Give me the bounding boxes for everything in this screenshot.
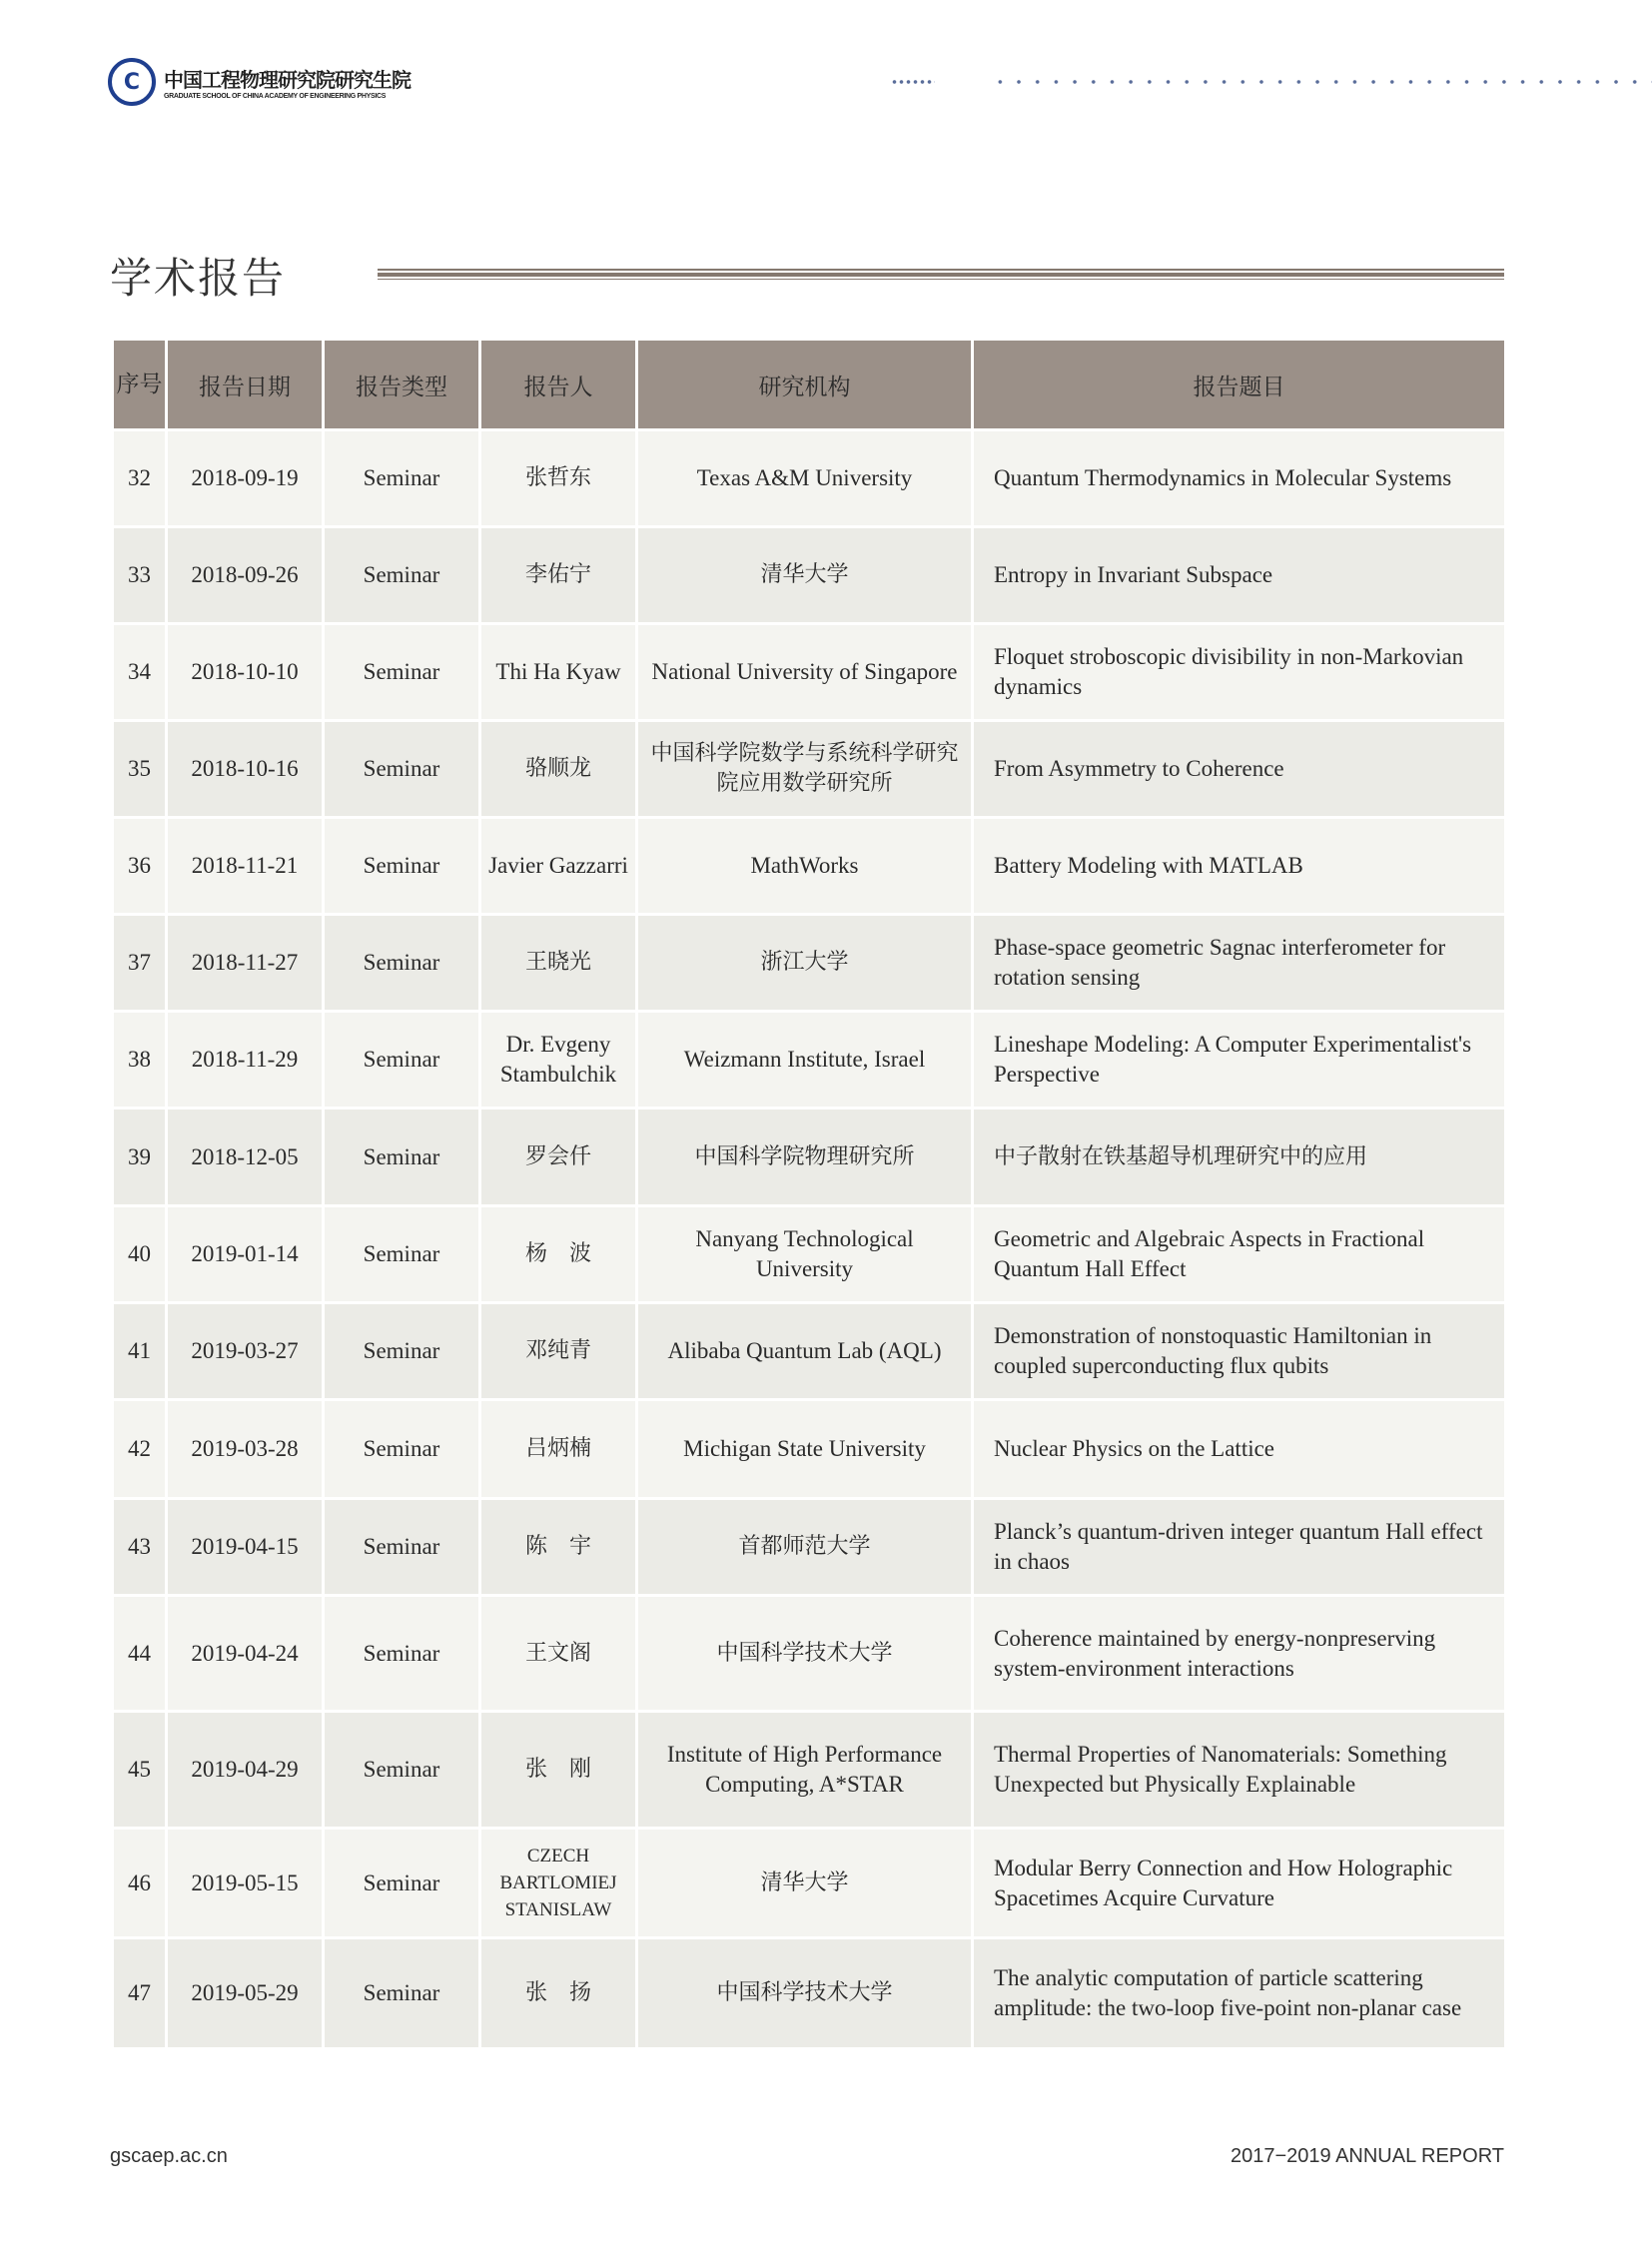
topic-cell: Thermal Properties of Nanomaterials: Something Unexpected but Physically Explainable <box>973 1712 1506 1829</box>
type-cell: Seminar <box>324 1938 480 2049</box>
footer-website: gscaep.ac.cn <box>110 2145 228 2167</box>
institution-cell: Texas A&M University <box>637 430 973 527</box>
type-cell: Seminar <box>324 1109 480 1206</box>
seq-cell: 36 <box>113 818 167 915</box>
seq-cell: 44 <box>113 1596 167 1712</box>
speaker-cell: 邓纯青 <box>480 1303 637 1400</box>
date-cell: 2019-05-15 <box>167 1829 324 1938</box>
type-cell: Seminar <box>324 1400 480 1499</box>
speaker-cell: 骆顺龙 <box>480 721 637 818</box>
speaker-cell: 张 刚 <box>480 1712 637 1829</box>
seq-cell: 32 <box>113 430 167 527</box>
topic-cell: Demonstration of nonstoquastic Hamiltonian in coupled superconducting flux qubits <box>973 1303 1506 1400</box>
topic-cell: Quantum Thermodynamics in Molecular Systems <box>973 430 1506 527</box>
type-cell: Seminar <box>324 915 480 1012</box>
table-row <box>113 527 1506 624</box>
institution-cell: Weizmann Institute, Israel <box>637 1012 973 1109</box>
date-cell: 2018-10-10 <box>167 624 324 721</box>
table-row <box>113 818 1506 915</box>
title-rule-top <box>378 269 1504 271</box>
seq-cell: 35 <box>113 721 167 818</box>
topic-cell: 中子散射在铁基超导机理研究中的应用 <box>973 1109 1506 1206</box>
table-row <box>113 1303 1506 1400</box>
speaker-cell: 张哲东 <box>480 430 637 527</box>
speaker-cell: 张 扬 <box>480 1938 637 2049</box>
column-header: 报告类型 <box>324 340 480 430</box>
table-row <box>113 1400 1506 1499</box>
section-title: 学术报告 <box>110 254 287 303</box>
column-header: 报告日期 <box>167 340 324 430</box>
institution-cell: 浙江大学 <box>637 915 973 1012</box>
column-header: 序号 <box>113 340 167 430</box>
table-row <box>113 1596 1506 1712</box>
institution-cell: National University of Singapore <box>637 624 973 721</box>
seq-cell: 42 <box>113 1400 167 1499</box>
date-cell: 2018-10-16 <box>167 721 324 818</box>
type-cell: Seminar <box>324 1012 480 1109</box>
table-row <box>113 915 1506 1012</box>
topic-cell: Nuclear Physics on the Lattice <box>973 1400 1506 1499</box>
topic-cell: Entropy in Invariant Subspace <box>973 527 1506 624</box>
speaker-cell: CZECH BARTLOMIEJ STANISLAW <box>480 1829 637 1938</box>
table-row <box>113 1938 1506 2049</box>
topic-cell: Floquet stroboscopic divisibility in non-Markovian dynamics <box>973 624 1506 721</box>
institution-cell: Institute of High Performance Computing, A*STAR <box>637 1712 973 1829</box>
table-row <box>113 1499 1506 1596</box>
type-cell: Seminar <box>324 1499 480 1596</box>
institution-cell: MathWorks <box>637 818 973 915</box>
table-row <box>113 721 1506 818</box>
seq-cell: 43 <box>113 1499 167 1596</box>
topic-cell: Battery Modeling with MATLAB <box>973 818 1506 915</box>
topic-cell: The analytic computation of particle scattering amplitude: the two-loop five-point non-planar case <box>973 1938 1506 2049</box>
table-row <box>113 1206 1506 1303</box>
seq-cell: 39 <box>113 1109 167 1206</box>
type-cell: Seminar <box>324 721 480 818</box>
speaker-cell: 李佑宁 <box>480 527 637 624</box>
school-logo <box>108 58 411 106</box>
seq-cell: 47 <box>113 1938 167 2049</box>
date-cell: 2019-04-15 <box>167 1499 324 1596</box>
date-cell: 2019-04-24 <box>167 1596 324 1712</box>
title-rule-bottom <box>378 279 1504 280</box>
type-cell: Seminar <box>324 818 480 915</box>
column-header: 研究机构 <box>637 340 973 430</box>
date-cell: 2019-01-14 <box>167 1206 324 1303</box>
seq-cell: 45 <box>113 1712 167 1829</box>
date-cell: 2019-04-29 <box>167 1712 324 1829</box>
seq-cell: 40 <box>113 1206 167 1303</box>
seal-icon: C <box>108 58 156 106</box>
seminar-table <box>111 338 1507 2050</box>
institution-cell: 首都师范大学 <box>637 1499 973 1596</box>
topic-cell: Lineshape Modeling: A Computer Experimentalist's Perspective <box>973 1012 1506 1109</box>
date-cell: 2018-11-21 <box>167 818 324 915</box>
institution-cell: Michigan State University <box>637 1400 973 1499</box>
institution-cell: 清华大学 <box>637 1829 973 1938</box>
seq-cell: 37 <box>113 915 167 1012</box>
date-cell: 2018-09-19 <box>167 430 324 527</box>
speaker-cell: 罗会仟 <box>480 1109 637 1206</box>
date-cell: 2018-09-26 <box>167 527 324 624</box>
institution-cell: Alibaba Quantum Lab (AQL) <box>637 1303 973 1400</box>
footer-report: 2017−2019 ANNUAL REPORT <box>1230 2145 1504 2167</box>
date-cell: 2019-03-28 <box>167 1400 324 1499</box>
dotted-divider <box>991 80 1652 84</box>
institution-cell: Nanyang Technological University <box>637 1206 973 1303</box>
institution-cell: 中国科学技术大学 <box>637 1596 973 1712</box>
title-rule-mid <box>378 273 1504 277</box>
seq-cell: 38 <box>113 1012 167 1109</box>
seq-cell: 33 <box>113 527 167 624</box>
topic-cell: Geometric and Algebraic Aspects in Fractional Quantum Hall Effect <box>973 1206 1506 1303</box>
institution-cell: 中国科学技术大学 <box>637 1938 973 2049</box>
institution-cell: 清华大学 <box>637 527 973 624</box>
type-cell: Seminar <box>324 624 480 721</box>
type-cell: Seminar <box>324 1206 480 1303</box>
table-row <box>113 1712 1506 1829</box>
type-cell: Seminar <box>324 1712 480 1829</box>
topic-cell: Modular Berry Connection and How Holographic Spacetimes Acquire Curvature <box>973 1829 1506 1938</box>
seq-cell: 34 <box>113 624 167 721</box>
speaker-cell: Dr. Evgeny Stambulchik <box>480 1012 637 1109</box>
speaker-cell: 陈 宇 <box>480 1499 637 1596</box>
dotted-divider-short <box>891 80 935 84</box>
logo-cn: 中国工程物理研究院研究生院 <box>164 68 411 92</box>
date-cell: 2018-12-05 <box>167 1109 324 1206</box>
speaker-cell: 杨 波 <box>480 1206 637 1303</box>
speaker-cell: 吕炳楠 <box>480 1400 637 1499</box>
table-row <box>113 1109 1506 1206</box>
topic-cell: Planck’s quantum-driven integer quantum Hall effect in chaos <box>973 1499 1506 1596</box>
date-cell: 2018-11-29 <box>167 1012 324 1109</box>
date-cell: 2019-05-29 <box>167 1938 324 2049</box>
seq-cell: 46 <box>113 1829 167 1938</box>
type-cell: Seminar <box>324 1596 480 1712</box>
table-row <box>113 1829 1506 1938</box>
institution-cell: 中国科学院物理研究所 <box>637 1109 973 1206</box>
date-cell: 2018-11-27 <box>167 915 324 1012</box>
speaker-cell: Javier Gazzarri <box>480 818 637 915</box>
column-header: 报告题目 <box>973 340 1506 430</box>
type-cell: Seminar <box>324 430 480 527</box>
topic-cell: Phase-space geometric Sagnac interferometer for rotation sensing <box>973 915 1506 1012</box>
type-cell: Seminar <box>324 1303 480 1400</box>
table-row <box>113 624 1506 721</box>
speaker-cell: 王文阁 <box>480 1596 637 1712</box>
type-cell: Seminar <box>324 527 480 624</box>
topic-cell: From Asymmetry to Coherence <box>973 721 1506 818</box>
type-cell: Seminar <box>324 1829 480 1938</box>
topic-cell: Coherence maintained by energy-nonpreserving system-environment interactions <box>973 1596 1506 1712</box>
table-row <box>113 430 1506 527</box>
speaker-cell: 王晓光 <box>480 915 637 1012</box>
speaker-cell: Thi Ha Kyaw <box>480 624 637 721</box>
column-header: 报告人 <box>480 340 637 430</box>
table-row <box>113 1012 1506 1109</box>
seq-cell: 41 <box>113 1303 167 1400</box>
date-cell: 2019-03-27 <box>167 1303 324 1400</box>
institution-cell: 中国科学院数学与系统科学研究院应用数学研究所 <box>637 721 973 818</box>
logo-en: GRADUATE SCHOOL OF CHINA ACADEMY OF ENGINEERING PHYSICS <box>164 93 387 100</box>
